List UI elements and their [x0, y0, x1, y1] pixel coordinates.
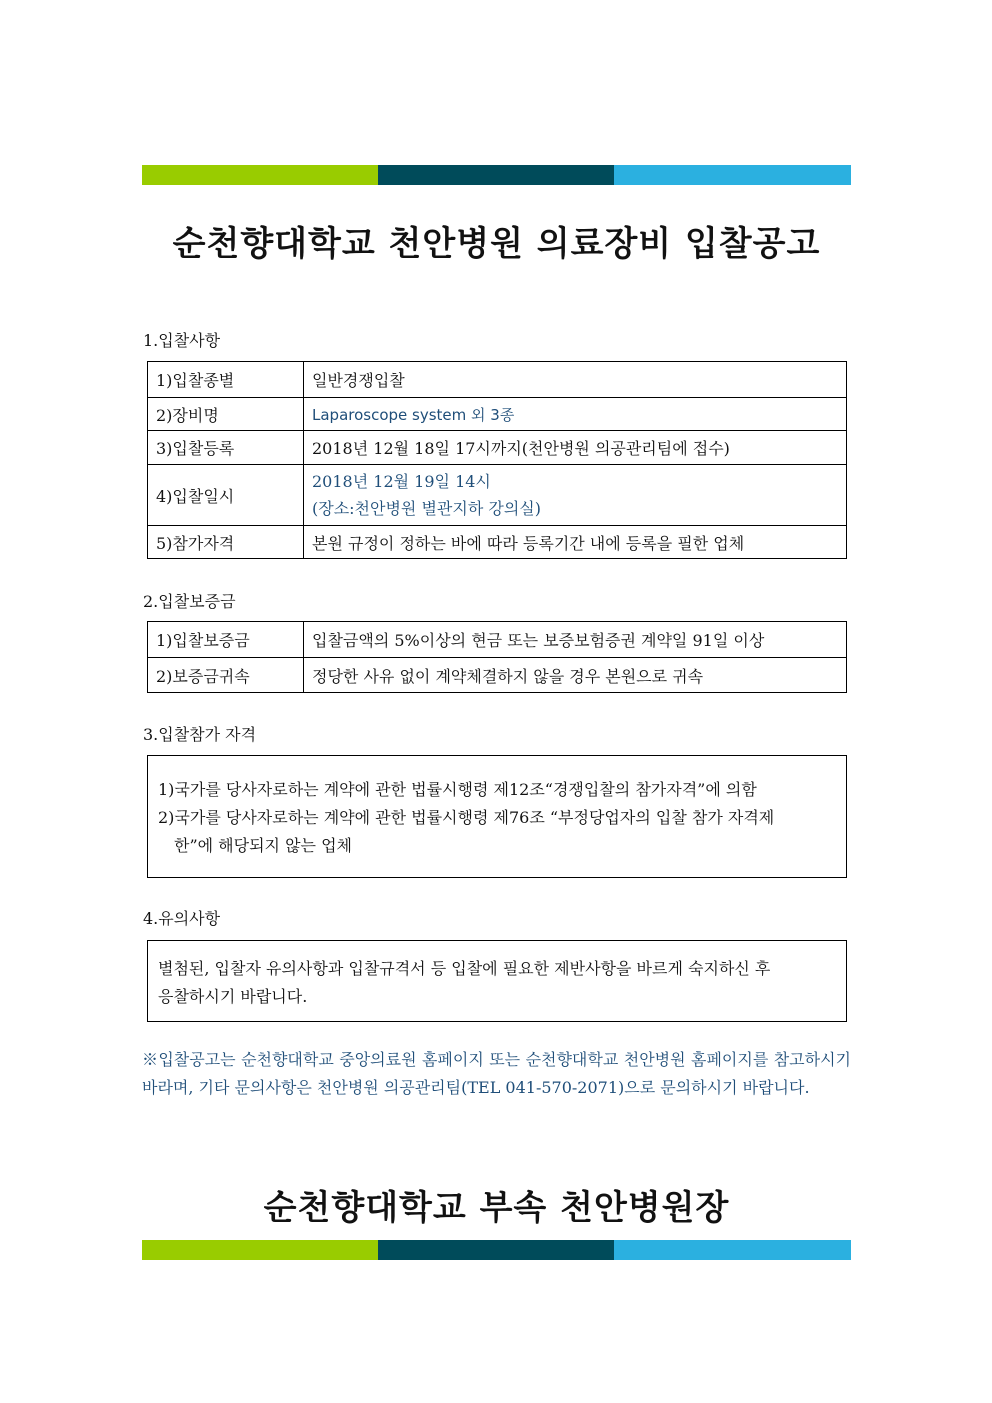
row-key: 5)참가자격	[148, 526, 304, 559]
bottom-color-bar	[142, 1240, 851, 1260]
issuer-signature-title: 순천향대학교 부속 천안병원장	[263, 1188, 730, 1228]
table-row	[148, 431, 847, 465]
table-row	[148, 398, 847, 431]
cyan-bar-segment	[614, 1240, 851, 1260]
qualification-box	[147, 755, 847, 878]
section4-heading: 4.유의사항	[143, 909, 221, 928]
notice-line: 응찰하시기 바랍니다.	[158, 987, 308, 1006]
row-key: 2)보증금귀속	[148, 658, 304, 693]
row-value: 정당한 사유 없이 계약체결하지 않을 경우 본원으로 귀속	[304, 658, 847, 693]
teal-bar-segment	[378, 1240, 614, 1260]
bid-datetime	[304, 465, 847, 526]
qualification-line: 한”에 해당되지 않는 업체	[174, 836, 352, 855]
row-value: 본원 규정이 정하는 바에 따라 등록기간 내에 등록을 필한 업체	[304, 526, 847, 559]
notice-box	[147, 940, 847, 1022]
deposit-table	[147, 621, 847, 693]
row-key: 1)입찰종별	[148, 362, 304, 398]
table-row	[148, 526, 847, 559]
row-key: 2)장비명	[148, 398, 304, 431]
qualification-line: 2)국가를 당사자로하는 계약에 관한 법률시행령 제76조 “부정당업자의 입찰 참가 자격제	[158, 808, 775, 827]
row-value: 일반경쟁입찰	[304, 362, 847, 398]
row-value: 2018년 12월 18일 17시까지(천안병원 의공관리팀에 접수)	[304, 431, 847, 465]
row-value: 입찰금액의 5%이상의 현금 또는 보증보험증권 계약일 91일 이상	[304, 622, 847, 658]
green-bar-segment	[142, 1240, 378, 1260]
green-bar-segment	[142, 165, 378, 185]
cyan-bar-segment	[614, 165, 851, 185]
equipment-name: Laparoscope system 외 3종	[304, 398, 847, 431]
table-row	[148, 465, 847, 526]
qualification-line: 1)국가를 당사자로하는 계약에 관한 법률시행령 제12조“경쟁입찰의 참가자격”에 의함	[158, 780, 757, 799]
bid-datetime-line1: 2018년 12월 19일 14시	[312, 472, 491, 491]
table-row	[148, 362, 847, 398]
row-key: 3)입찰등록	[148, 431, 304, 465]
teal-bar-segment	[378, 165, 614, 185]
row-key: 4)입찰일시	[148, 465, 304, 526]
page-title: 순천향대학교 천안병원 의료장비 입찰공고	[172, 224, 821, 264]
notice-line: 별첨된, 입찰자 유의사항과 입찰규격서 등 입찰에 필요한 제반사항을 바르게 숙지하신 후	[158, 959, 771, 978]
footnote-text: ※입찰공고는 순천향대학교 중앙의료원 홈페이지 또는 순천향대학교 천안병원 홈페이지를 참고하시기 바라며, 기타 문의사항은 천안병원 의공관리팀(TEL 041-570-2071)으로 문의하시기 바랍니다.	[142, 1050, 851, 1097]
table-row	[148, 658, 847, 693]
bid-details-table	[147, 361, 847, 559]
bid-location-line: (장소:천안병원 별관지하 강의실)	[312, 499, 541, 518]
row-key: 1)입찰보증금	[148, 622, 304, 658]
section3-heading: 3.입찰참가 자격	[143, 725, 257, 744]
top-color-bar	[142, 165, 851, 185]
section2-heading: 2.입찰보증금	[143, 592, 236, 611]
section1-heading: 1.입찰사항	[143, 331, 221, 350]
table-row	[148, 622, 847, 658]
